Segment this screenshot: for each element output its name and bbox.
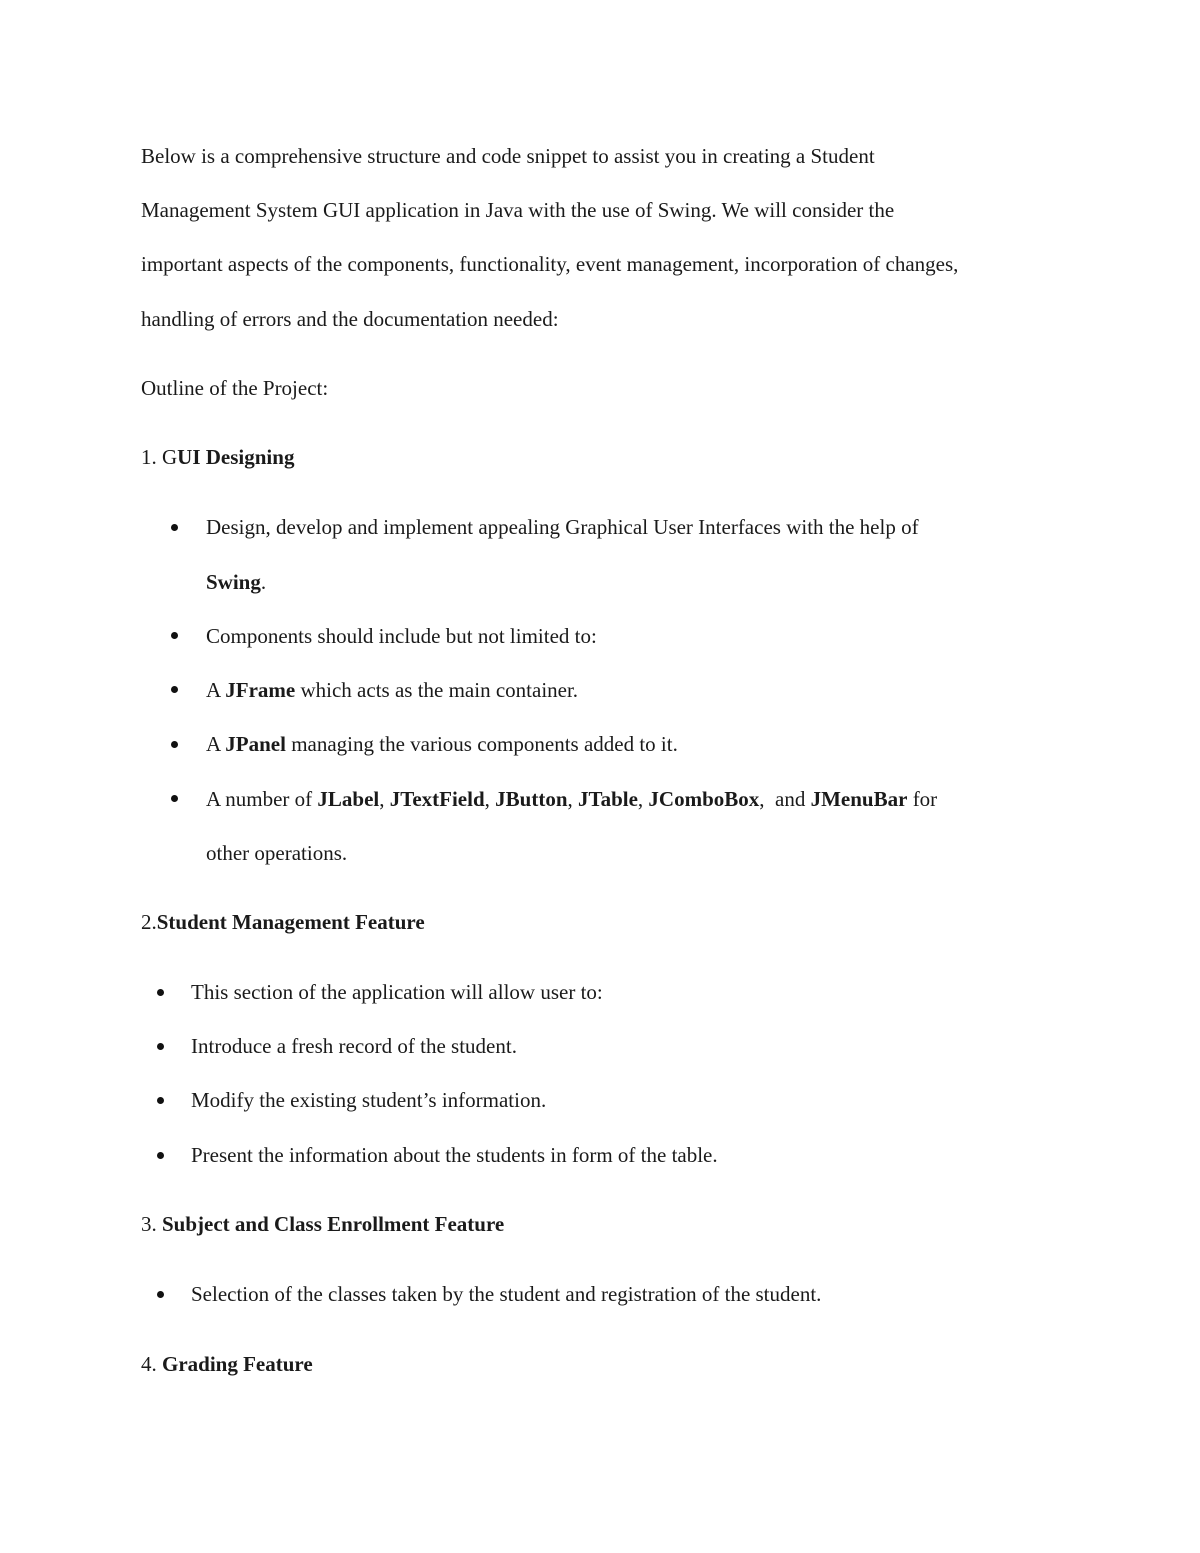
separator: , [484, 787, 496, 811]
jtable-term: JTable [578, 787, 638, 811]
section-3-title: Subject and Class Enrollment Feature [162, 1212, 505, 1236]
section-1-bullet-1-period: . [260, 570, 267, 594]
section-3-bullet-1: Selection of the classes taken by the student and registration of the student. [191, 1282, 822, 1306]
section-2-bullet-3: Modify the existing student’s information. [191, 1088, 547, 1112]
section-1-bullet-5-line-1 [206, 789, 937, 810]
jframe-term: JFrame [225, 678, 296, 702]
section-2-title: Student Management Feature [156, 910, 425, 934]
bullet-icon [171, 524, 178, 531]
section-2-bullet-4: Present the information about the students in form of the table. [191, 1143, 718, 1167]
section-3-heading [141, 1214, 504, 1235]
bullet-icon [157, 1152, 164, 1159]
intro-line-2: Management System GUI application in Java with the use of Swing. We will consider the [141, 198, 895, 222]
section-2-heading [141, 912, 425, 933]
section-1-bullet-5-line-2: other operations. [206, 841, 348, 865]
bullet-3-prefix: A [206, 678, 226, 702]
section-1-bullet-1-line-1: Design, develop and implement appealing Graphical User Interfaces with the help of [206, 515, 919, 539]
separator: , and [759, 787, 811, 811]
intro-line-1: Below is a comprehensive structure and code snippet to assist you in creating a Student [141, 144, 875, 168]
section-1-bullet-1-line-2 [206, 572, 266, 593]
section-2-number: 2. [141, 910, 157, 934]
bullet-4-prefix: A [206, 732, 226, 756]
bullet-icon [171, 686, 178, 693]
jbutton-term: JButton [495, 787, 568, 811]
section-1-bullet-3 [206, 680, 578, 701]
separator: , [379, 787, 390, 811]
separator: , [567, 787, 578, 811]
jlabel-term: JLabel [317, 787, 380, 811]
section-3-number: 3. [141, 1212, 162, 1236]
jmenubar-term: JMenuBar [810, 787, 908, 811]
section-1-bullet-2: Components should include but not limited to: [206, 624, 597, 648]
bullet-3-suffix: which acts as the main container. [295, 678, 579, 702]
bullet-icon [157, 989, 164, 996]
bullet-icon [157, 1291, 164, 1298]
intro-line-4: handling of errors and the documentation needed: [141, 307, 559, 331]
jtextfield-term: JTextField [389, 787, 485, 811]
jcombobox-term: JComboBox [648, 787, 760, 811]
section-1-title: UI Designing [177, 445, 295, 469]
bullet-icon [171, 632, 178, 639]
swing-term: Swing [206, 570, 261, 594]
jpanel-term: JPanel [225, 732, 286, 756]
intro-line-3: important aspects of the components, functionality, event management, incorporation of changes, [141, 252, 959, 276]
section-2-bullet-1: This section of the application will allow user to: [191, 980, 603, 1004]
section-4-heading [141, 1354, 313, 1375]
section-1-bullet-4 [206, 734, 678, 755]
section-1-number: 1. G [141, 445, 178, 469]
separator: , [637, 787, 649, 811]
section-4-title: Grading Feature [162, 1352, 313, 1376]
section-2-bullet-2: Introduce a fresh record of the student. [191, 1034, 517, 1058]
bullet-icon [157, 1043, 164, 1050]
bullet-5-prefix: A number of [206, 787, 318, 811]
bullet-4-suffix: managing the various components added to it. [285, 732, 678, 756]
bullet-icon [157, 1097, 164, 1104]
bullet-icon [171, 795, 178, 802]
section-4-number: 4. [141, 1352, 162, 1376]
bullet-5-suffix: for [907, 787, 938, 811]
section-1-heading [141, 447, 294, 468]
bullet-icon [171, 741, 178, 748]
outline-label: Outline of the Project: [141, 376, 329, 400]
